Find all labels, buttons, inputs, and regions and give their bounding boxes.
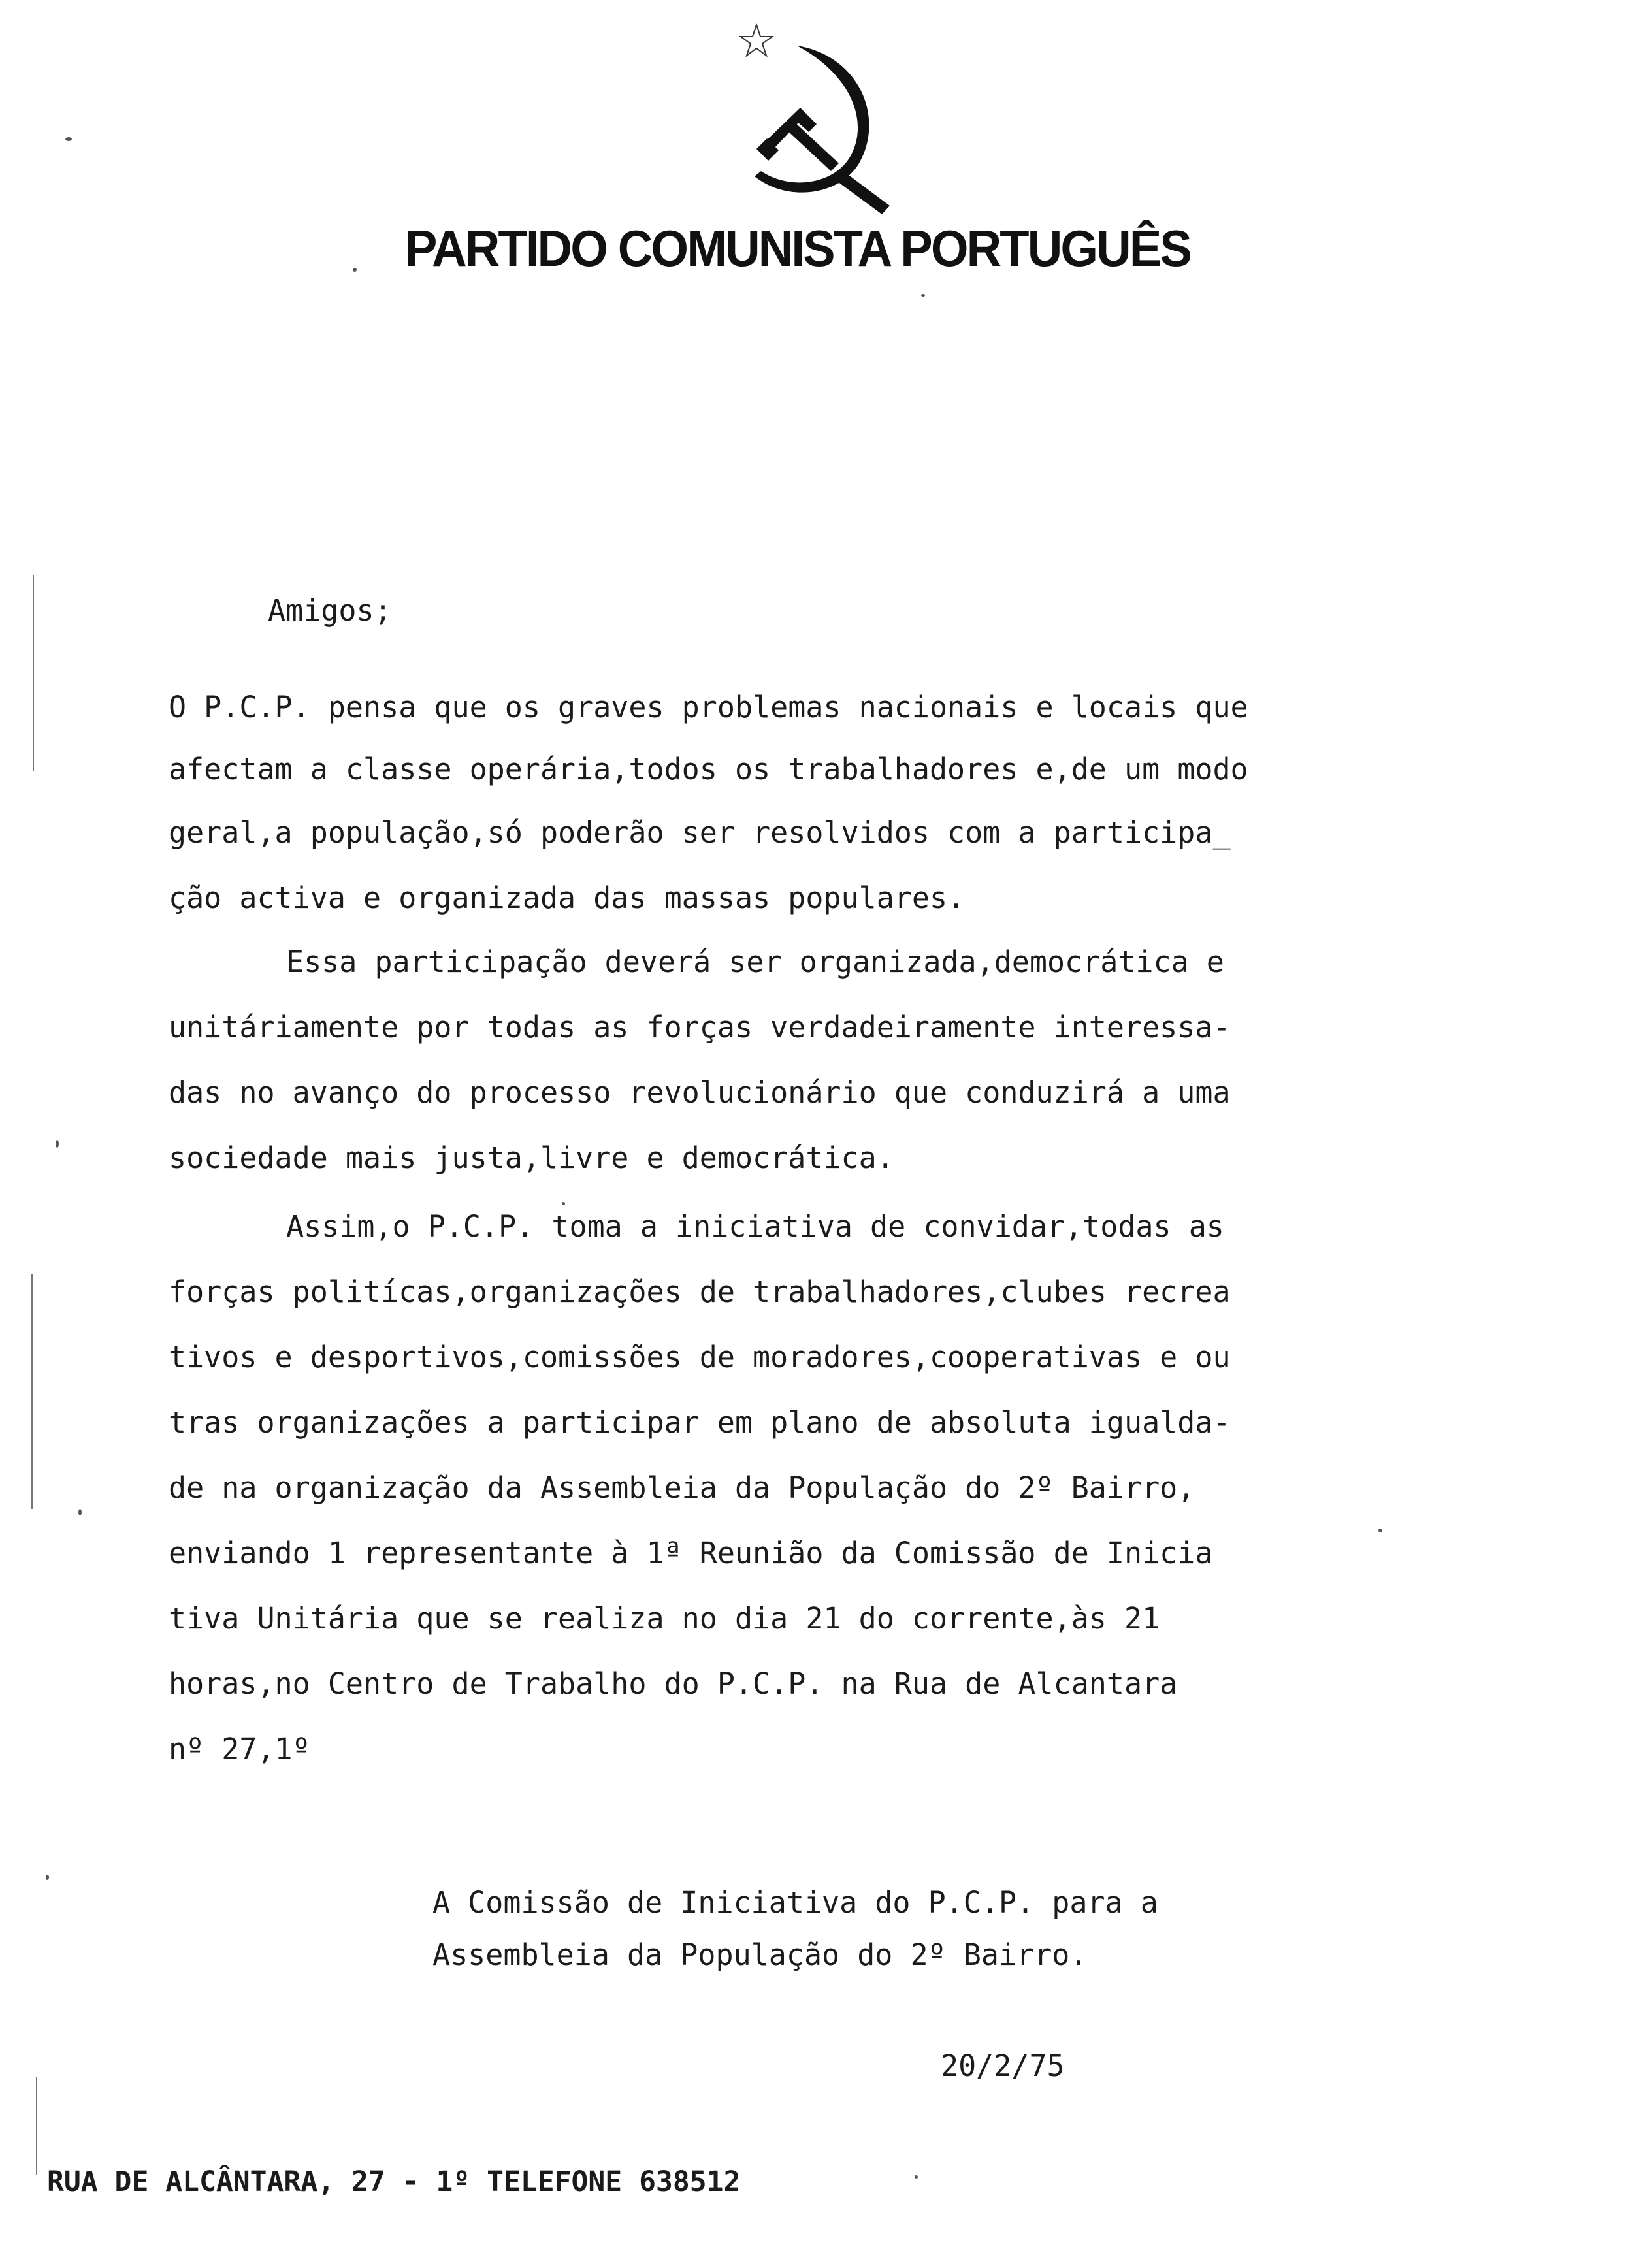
salutation: Amigos;	[268, 593, 392, 628]
paragraph-2-line-1: Essa participação deverá ser organizada,democrática e	[286, 945, 1224, 979]
paragraph-3-line-8: horas,no Centro de Trabalho do P.C.P. na Rua de Alcantara	[169, 1666, 1178, 1701]
party-name-heading: PARTIDO COMUNISTA PORTUGUÊS	[405, 219, 1190, 277]
paragraph-1-line-4: ção activa e organizada das massas populares.	[169, 881, 966, 915]
footer-address: RUA DE ALCÂNTARA, 27 - 1º TELEFONE 638512	[47, 2165, 741, 2198]
paragraph-3-line-3: tivos e desportivos,comissões de moradores,cooperativas e ou	[169, 1340, 1231, 1374]
signature-line-2: Assembleia da População do 2º Bairro.	[432, 1937, 1088, 1972]
paragraph-3-line-1: Assim,o P.C.P. toma a iniciativa de convidar,todas as	[286, 1209, 1224, 1244]
paragraph-2-line-4: sociedade mais justa,livre e democrática.	[169, 1141, 894, 1175]
paragraph-3-line-9: nº 27,1º	[169, 1732, 310, 1766]
signature-line-1: A Comissão de Iniciativa do P.C.P. para a	[432, 1885, 1158, 1920]
paragraph-3-line-4: tras organizações a participar em plano de absoluta igualda-	[169, 1405, 1231, 1440]
paragraph-3-line-6: enviando 1 representante à 1ª Reunião da Comissão de Inicia	[169, 1536, 1213, 1570]
paragraph-2-line-3: das no avanço do processo revolucionário que conduzirá a uma	[169, 1075, 1231, 1110]
paragraph-3-line-2: forças politícas,organizações de trabalhadores,clubes recrea	[169, 1274, 1231, 1309]
paragraph-1-line-3: geral,a população,só poderão ser resolvidos com a participa_	[169, 815, 1231, 850]
paragraph-3-line-7: tiva Unitária que se realiza no dia 21 do corrente,às 21	[169, 1601, 1160, 1636]
paragraph-2-line-2: unitáriamente por todas as forças verdadeiramente interessa-	[169, 1010, 1231, 1045]
paragraph-1-line-1: O P.C.P. pensa que os graves problemas nacionais e locais que	[169, 690, 1248, 724]
hammer-and-sickle-with-star-icon	[719, 20, 915, 216]
paragraph-1-line-2: afectam a classe operária,todos os trabalhadores e,de um modo	[169, 752, 1248, 786]
paragraph-3-line-5: de na organização da Assembleia da População do 2º Bairro,	[169, 1470, 1195, 1505]
letter-date: 20/2/75	[941, 2049, 1065, 2083]
